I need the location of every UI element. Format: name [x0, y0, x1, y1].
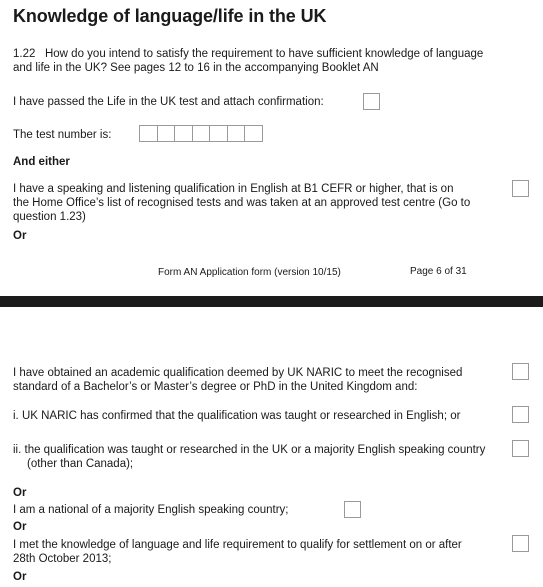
settlement-line-2: 28th October 2013; [13, 553, 112, 565]
test-number-cell[interactable] [227, 125, 246, 142]
or-label: Or [13, 521, 27, 533]
life-test-label: I have passed the Life in the UK test and attach confirmation: [13, 96, 324, 108]
speaking-line-1: I have a speaking and listening qualification in English at B1 CEFR or higher, that is on [13, 183, 454, 195]
taught-in-uk-checkbox[interactable] [512, 440, 529, 457]
footer-page-number: Page 6 of 31 [410, 266, 467, 277]
speaking-qualification-text [13, 182, 470, 224]
and-either-label: And either [13, 156, 70, 168]
test-number-field[interactable] [140, 125, 263, 142]
page-break-divider [0, 296, 543, 307]
test-number-cell[interactable] [174, 125, 193, 142]
question-line-2: and life in the UK? See pages 12 to 16 in the accompanying Booklet AN [13, 62, 379, 74]
question-number: 1.22 [13, 48, 36, 60]
taught-line-1: ii. the qualification was taught or researched in the UK or a majority English speaking country [13, 444, 486, 456]
settlement-checkbox[interactable] [512, 535, 529, 552]
taught-in-uk-text [13, 443, 485, 471]
speaking-line-2: the Home Office’s list of recognised tests and was taken at an approved test centre (Go to [13, 197, 471, 209]
naric-confirmed-label: i. UK NARIC has confirmed that the qualification was taught or researched in English; or [13, 410, 461, 422]
settlement-text [13, 538, 462, 566]
test-number-cell[interactable] [244, 125, 263, 142]
academic-line-1: I have obtained an academic qualification deemed by UK NARIC to meet the recognised [13, 367, 463, 379]
or-label: Or [13, 571, 27, 583]
taught-line-2: (other than Canada); [27, 458, 134, 470]
settlement-line-1: I met the knowledge of language and life requirement to qualify for settlement on or after [13, 539, 462, 551]
national-checkbox[interactable] [344, 501, 361, 518]
speaking-line-3: question 1.23) [13, 211, 86, 223]
test-number-cell[interactable] [192, 125, 211, 142]
or-label: Or [13, 230, 27, 242]
footer-form-name: Form AN Application form (version 10/15) [158, 267, 341, 278]
test-number-cell[interactable] [157, 125, 176, 142]
speaking-qualification-checkbox[interactable] [512, 180, 529, 197]
naric-confirmed-checkbox[interactable] [512, 406, 529, 423]
life-test-checkbox[interactable] [363, 93, 380, 110]
national-label: I am a national of a majority English speaking country; [13, 504, 289, 516]
test-number-label: The test number is: [13, 129, 112, 141]
test-number-cell[interactable] [139, 125, 158, 142]
test-number-cell[interactable] [209, 125, 228, 142]
academic-line-2: standard of a Bachelor’s or Master’s degree or PhD in the United Kingdom and: [13, 381, 418, 393]
academic-qualification-text [13, 366, 462, 394]
or-label: Or [13, 487, 27, 499]
section-title: Knowledge of language/life in the UK [13, 6, 327, 26]
question-1-22 [13, 47, 483, 75]
academic-qualification-checkbox[interactable] [512, 363, 529, 380]
question-line-1: How do you intend to satisfy the requirement to have sufficient knowledge of language [44, 48, 484, 60]
